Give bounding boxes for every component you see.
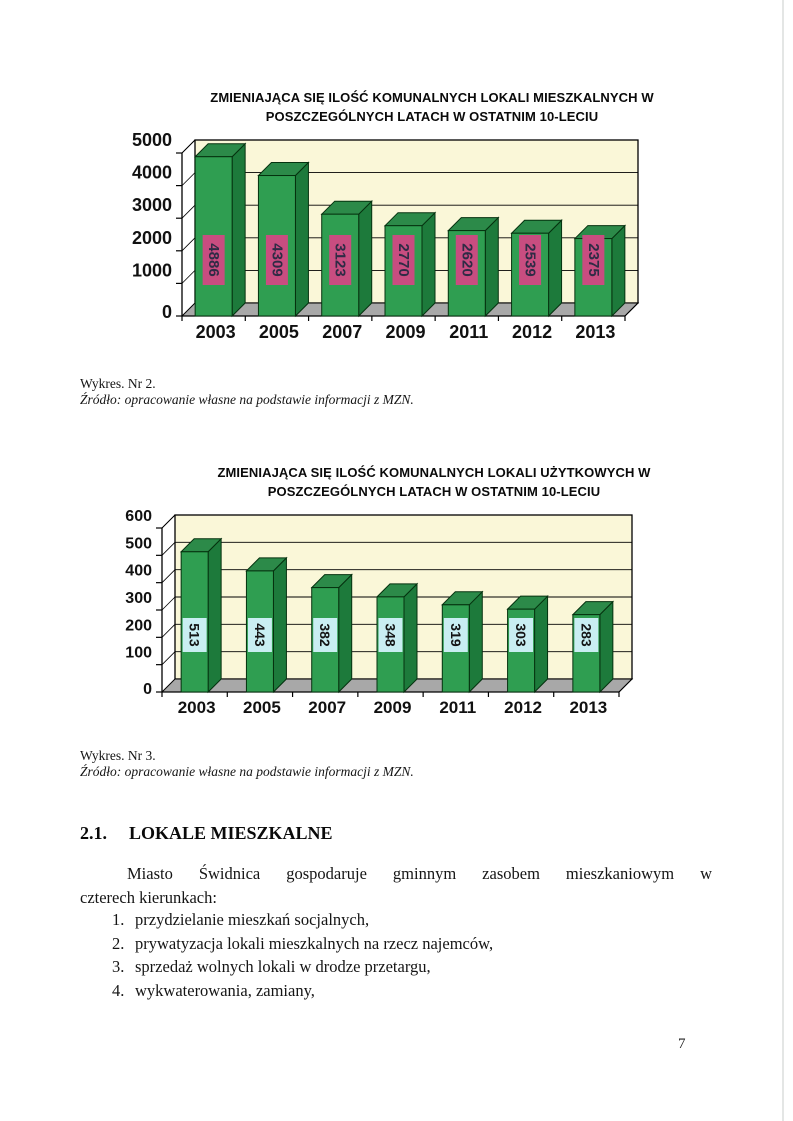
caption-source: Źródło: opracowanie własne na podstawie informacji z MZN. [80,391,414,407]
x-axis-label: 2005 [243,698,281,717]
value-label: 513 [186,623,203,647]
section-title: LOKALE MIESZKALNE [129,823,333,843]
x-axis-label: 2012 [512,322,553,342]
scan-artifact-line [782,0,784,1121]
x-axis-label: 2011 [449,322,489,342]
bar-chart-lokale-uzytkowe [100,463,666,731]
list-item [112,979,672,1003]
chart-title-line2: POSZCZEGÓLNYCH LATACH W OSTATNIM 10-LECIU [267,484,601,499]
page-number: 7 [678,1036,686,1052]
bar-side [339,575,352,692]
x-axis-label: 2007 [308,698,347,717]
section-number: 2.1. [80,823,107,843]
chart-title-line2: POSZCZEGÓLNYCH LATACH W OSTATNIM 10-LECIU [265,109,599,124]
list-item [112,932,672,956]
y-axis-label: 400 [125,562,152,580]
chart-title-line1: ZMIENIAJĄCA SIĘ ILOŚĆ KOMUNALNYCH LOKALI UŻYTKOWYCH W [217,465,651,480]
paragraph-line2: czterech kierunkach: [80,887,217,907]
y-tick-depth [182,238,195,251]
y-axis-label: 200 [125,617,152,635]
value-label: 2770 [395,243,412,277]
x-axis-label: 2003 [195,322,236,342]
y-axis-label: 4000 [131,162,172,183]
y-tick-depth [162,542,175,555]
section-heading [80,823,333,844]
x-axis-label: 2005 [258,322,299,342]
value-label: 382 [317,623,334,647]
list-item-text: prywatyzacja lokali mieszkalnych na rzecz najemców, [135,933,494,953]
chart-title [184,463,684,501]
y-axis-label: 600 [125,508,152,525]
value-label: 443 [251,623,268,647]
bar-side [422,213,435,316]
x-axis-label: 2011 [439,698,477,717]
list-item-marker: 2. [112,933,125,953]
bar-side [485,218,498,316]
y-axis-label: 0 [143,681,152,698]
value-label: 3123 [331,243,349,277]
numbered-list [112,908,672,1002]
y-tick-depth [182,140,195,153]
value-label: 2539 [521,243,539,277]
list-item-text: wykwaterowania, zamiany, [135,980,315,1000]
paragraph [80,862,712,909]
list-item-marker: 4. [112,980,125,1000]
list-item [112,955,672,979]
chart-caption [80,376,414,407]
caption-title: Wykres. Nr 2. [80,376,156,391]
y-tick-depth [182,270,195,283]
chart-canvas [120,130,660,352]
value-label: 303 [513,623,530,647]
y-axis-label: 3000 [131,195,172,216]
value-label: 2620 [458,243,476,277]
x-axis-label: 2013 [575,322,616,342]
paragraph-line1: Miasto Świdnica gospodaruje gminnym zasobem mieszkaniowym w [127,864,712,883]
chart-caption [80,748,414,779]
bar-side [295,163,308,316]
list-item-text: przydzielanie mieszkań socjalnych, [135,910,370,929]
y-tick-depth [182,173,195,186]
value-label: 4886 [205,243,223,277]
y-tick-depth [162,597,175,610]
y-axis-label: 300 [125,590,152,607]
y-axis-label: 100 [125,644,152,662]
x-axis-label: 2007 [322,322,363,342]
bar-side [359,201,372,316]
y-axis-label: 5000 [131,130,172,150]
bar-side [208,539,221,692]
value-label: 283 [578,623,595,647]
bar-side [404,584,417,692]
bar-side [232,144,245,316]
value-label: 4309 [268,243,286,277]
x-axis-label: 2009 [385,322,426,342]
bar-side [273,558,286,692]
y-axis-label: 0 [161,302,172,322]
y-tick-depth [162,570,175,583]
y-axis-label: 2000 [131,227,172,248]
y-tick-depth [162,652,175,665]
y-axis-label: 1000 [131,260,172,281]
y-axis-label: 500 [125,535,152,553]
list-item [112,908,672,932]
bar-side [612,226,625,316]
bar-side [535,596,548,692]
caption-title: Wykres. Nr 3. [80,748,156,763]
list-item-marker: 3. [112,957,125,976]
list-item-text: sprzedaż wolnych lokali w drodze przetargu, [135,957,431,976]
chart-canvas [100,505,660,727]
y-tick-depth [162,624,175,637]
bar-side [549,220,562,316]
bar-side [469,592,482,692]
y-tick-depth [162,515,175,528]
x-axis-label: 2009 [373,698,412,717]
x-axis-label: 2003 [177,698,216,717]
y-tick-depth [182,205,195,218]
caption-source: Źródło: opracowanie własne na podstawie informacji z MZN. [80,763,414,779]
chart-title-line1: ZMIENIAJĄCA SIĘ ILOŚĆ KOMUNALNYCH LOKALI MIESZKALNYCH W [210,90,654,105]
chart-title [182,88,682,126]
bar-chart-lokale-mieszkalne [120,88,680,356]
list-item-marker: 1. [112,910,125,929]
value-label: 319 [447,623,464,647]
value-label: 2375 [584,243,602,277]
value-label: 348 [382,623,399,647]
x-axis-label: 2013 [569,698,608,717]
bar-side [600,602,613,692]
x-axis-label: 2012 [504,698,542,717]
